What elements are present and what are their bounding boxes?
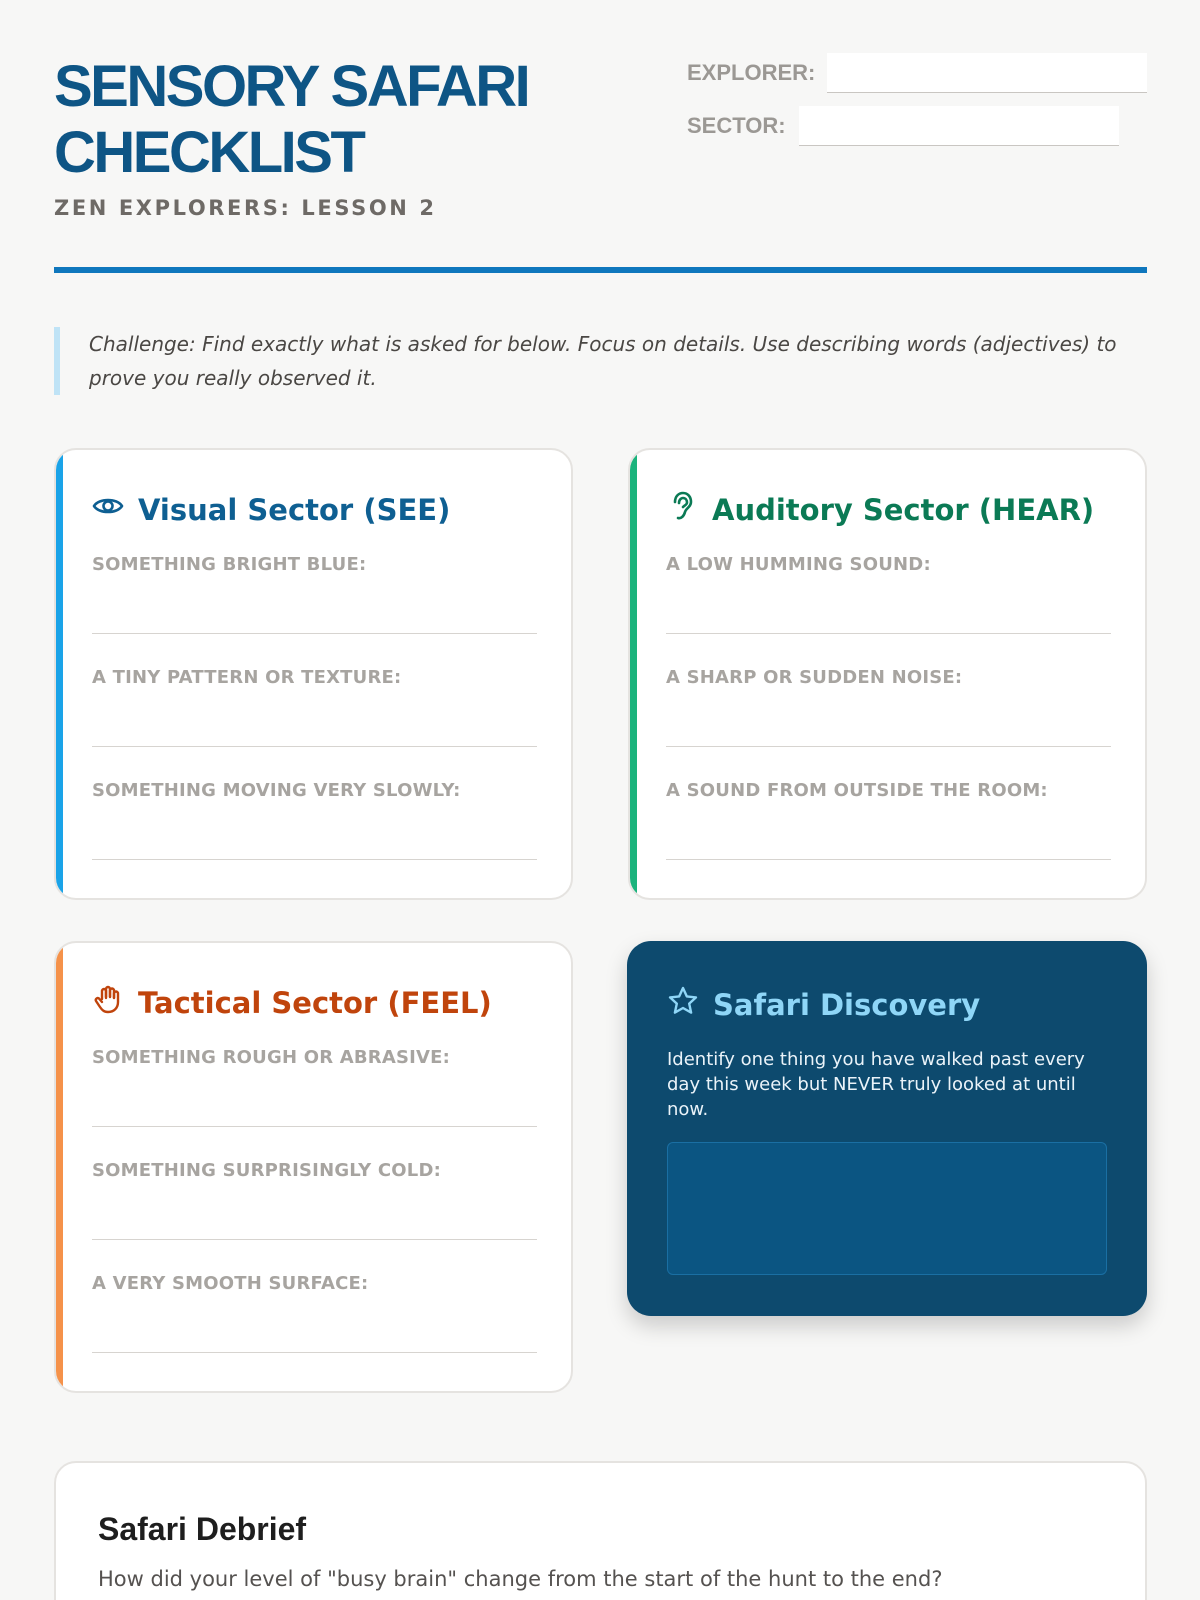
tactical-field-1 [92,1047,537,1160]
answer-line[interactable] [666,746,1111,747]
discovery-answer-box[interactable] [667,1142,1107,1275]
card-title: Safari Discovery [713,987,981,1022]
answer-line[interactable] [92,1239,537,1240]
card-accent-bar [630,450,637,898]
tactical-field-3 [92,1273,537,1386]
visual-field-3 [92,780,537,893]
field-label: A SHARP OR SUDDEN NOISE: [666,667,963,688]
discovery-prompt: Identify one thing you have walked past every day this week but NEVER truly looked at until now. [667,1049,1085,1120]
auditory-field-3 [666,780,1111,893]
safari-debrief-card [54,1461,1147,1600]
explorer-field[interactable] [827,53,1147,93]
answer-line[interactable] [666,859,1111,860]
answer-line[interactable] [92,633,537,634]
auditory-field-1 [666,554,1111,667]
card-title: Auditory Sector (HEAR) [712,492,1095,527]
card-header [666,490,1094,529]
auditory-sector-card [628,448,1147,900]
field-label: A VERY SMOOTH SURFACE: [92,1273,369,1294]
safari-discovery-card [627,941,1147,1316]
auditory-field-2 [666,667,1111,780]
card-title: Tactical Sector (FEEL) [138,985,492,1020]
field-label: A TINY PATTERN OR TEXTURE: [92,667,402,688]
tactical-field-2 [92,1160,537,1273]
hand-icon [92,983,124,1022]
card-header [92,983,492,1022]
field-label: SOMETHING ROUGH OR ABRASIVE: [92,1047,451,1068]
tactical-sector-card [54,941,573,1393]
card-accent-bar [56,450,63,898]
answer-line[interactable] [92,1126,537,1127]
answer-line[interactable] [92,1352,537,1353]
card-header [92,490,450,529]
answer-line[interactable] [666,633,1111,634]
debrief-question: How did your level of "busy brain" change from the start of the hunt to the end? [98,1567,943,1591]
page-title [54,54,614,186]
card-title: Visual Sector (SEE) [138,492,451,527]
answer-line[interactable] [92,859,537,860]
title-line-1: SENSORY SAFARI [54,54,529,119]
eye-icon [92,490,124,529]
visual-sector-card [54,448,573,900]
title-line-2: CHECKLIST [54,120,364,185]
challenge-callout: Challenge: Find exactly what is asked for below. Focus on details. Use describing words (adjectives) to prove you really observed it. [54,327,1147,395]
visual-field-2 [92,667,537,780]
debrief-title: Safari Debrief [98,1511,307,1547]
answer-line[interactable] [92,746,537,747]
star-icon [667,985,699,1024]
card-header [667,985,980,1024]
sector-field[interactable] [799,106,1119,146]
field-label: A SOUND FROM OUTSIDE THE ROOM: [666,780,1048,801]
visual-field-1 [92,554,537,667]
sector-label: SECTOR: [687,113,786,138]
field-label: A LOW HUMMING SOUND: [666,554,931,575]
field-label: SOMETHING BRIGHT BLUE: [92,554,367,575]
explorer-label: EXPLORER: [687,60,816,85]
ear-icon [666,490,698,529]
header-divider [54,267,1147,273]
lesson-subtitle: ZEN EXPLORERS: LESSON 2 [54,196,437,220]
field-label: SOMETHING MOVING VERY SLOWLY: [92,780,461,801]
card-accent-bar [56,943,63,1391]
field-label: SOMETHING SURPRISINGLY COLD: [92,1160,441,1181]
